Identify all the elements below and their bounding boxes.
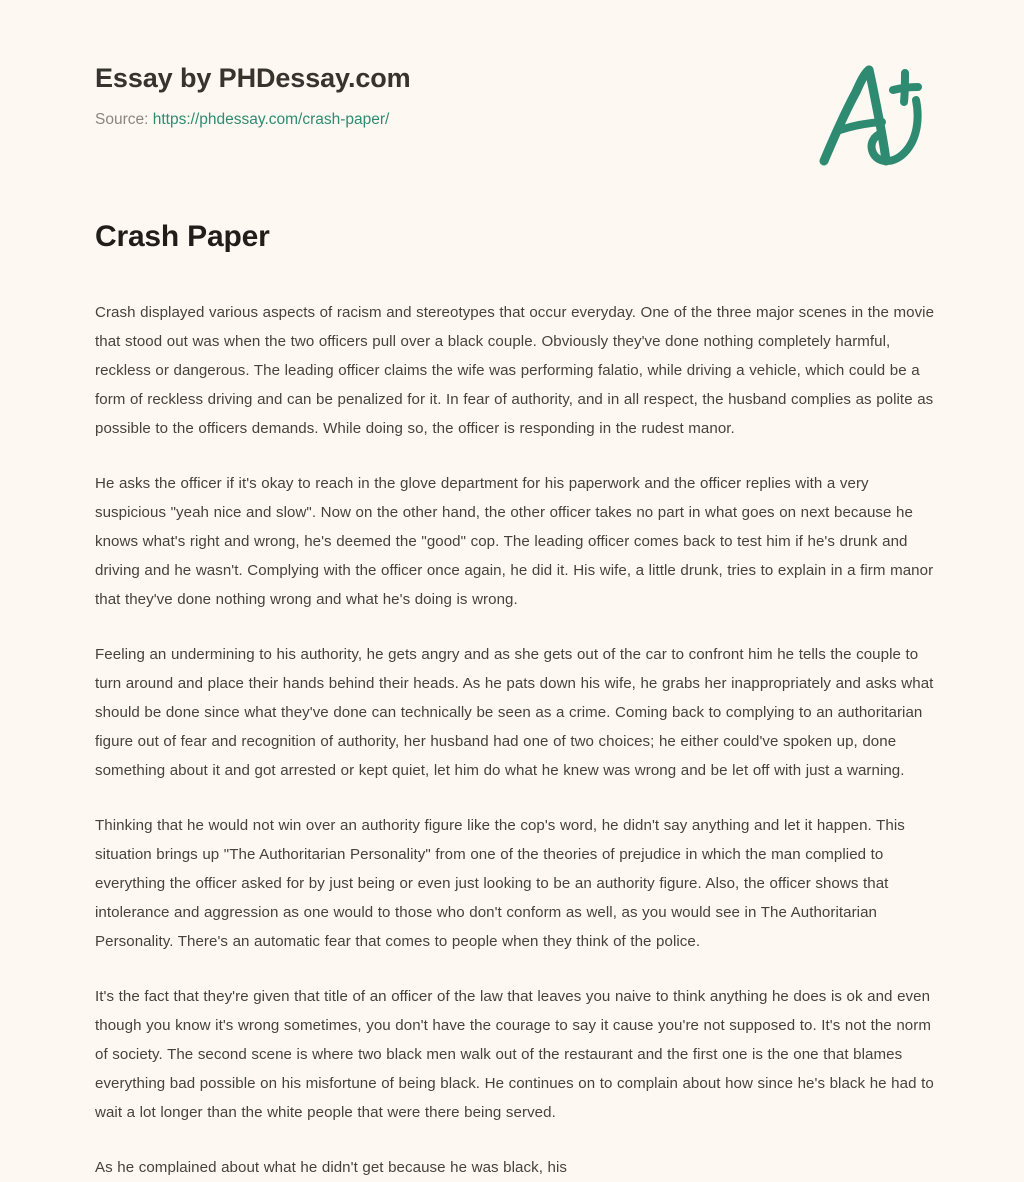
brand-title: Essay by PHDessay.com: [95, 63, 411, 93]
paragraph: It's the fact that they're given that title of an officer of the law that leaves you naive to think anything he does is ok and even though you know it's wrong sometimes, you don't have the courage to say it cause you're not supposed to. It's not the norm of society. The second scene is where two black men walk out of the restaurant and the first one is the one that blames everything bad possible on his misfortune of being black. He continues on to complain about how since he's black he had to wait a lot longer than the white people that were there being served.: [95, 987, 934, 1122]
source-label: Source:: [95, 111, 149, 129]
article-body: [95, 298, 935, 1182]
paragraph: Crash displayed various aspects of racism and stereotypes that occur everyday. One of the three major scenes in the movie that stood out was when the two officers pull over a black couple. Obviously they've done nothing completely harmful, reckless or dangerous. The leading officer claims the wife was performing falatio, while driving a vehicle, which could be a form of reckless driving and can be penalized for it. In fear of authority, and in all respect, the husband complies as polite as possible to the officers demands. While doing so, the officer is responding in the rudest manor.: [95, 303, 935, 438]
aplus-logo: [812, 62, 932, 172]
source-url-link[interactable]: https://phdessay.com/crash-paper/: [152, 111, 390, 129]
paragraph: Feeling an undermining to his authority, he gets angry and as she gets out of the car to confront him he tells the couple to turn around and place their hands behind their heads. As he pats down his wife, he grabs her inappropriately and asks what should be done since what they've done can technically be seen as a crime. Coming back to complying to an authoritarian figure out of fear and recognition of authority, her husband had one of two choices; he either could've spoken up, done something about it and got arrested or kept quiet, let him do what he knew was wrong and be let off with just a warning.: [95, 645, 934, 780]
source-line: [95, 111, 695, 130]
page-title: Crash Paper: [95, 220, 270, 253]
paragraph: As he complained about what he didn't get because he was black, his: [95, 1158, 567, 1176]
aplus-logo-icon: [812, 62, 932, 172]
paragraph: Thinking that he would not win over an authority figure like the cop's word, he didn't say anything and let it happen. This situation brings up "The Authoritarian Personality" from one of the theories of prejudice in which the man complied to everything the officer asked for by just being or even just looking to be an authority figure. Also, the officer shows that intolerance and aggression as one would to those who don't conform as well, as you would see in The Authoritarian Personality. There's an automatic fear that comes to people when they think of the police.: [95, 816, 905, 951]
paragraph: He asks the officer if it's okay to reach in the glove department for his paperwork and the officer replies with a very suspicious "yeah nice and slow". Now on the other hand, the other officer takes no part in what goes on next because he knows what's right and wrong, he's deemed the "good" cop. The leading officer comes back to test him if he's drunk and driving and he wasn't. Complying with the officer once again, he did it. His wife, a little drunk, tries to explain in a firm manor that they've done nothing wrong and what he's doing is wrong.: [95, 474, 934, 609]
page-header: [0, 0, 1024, 200]
brand-block: [95, 62, 695, 130]
article: [95, 218, 935, 1182]
